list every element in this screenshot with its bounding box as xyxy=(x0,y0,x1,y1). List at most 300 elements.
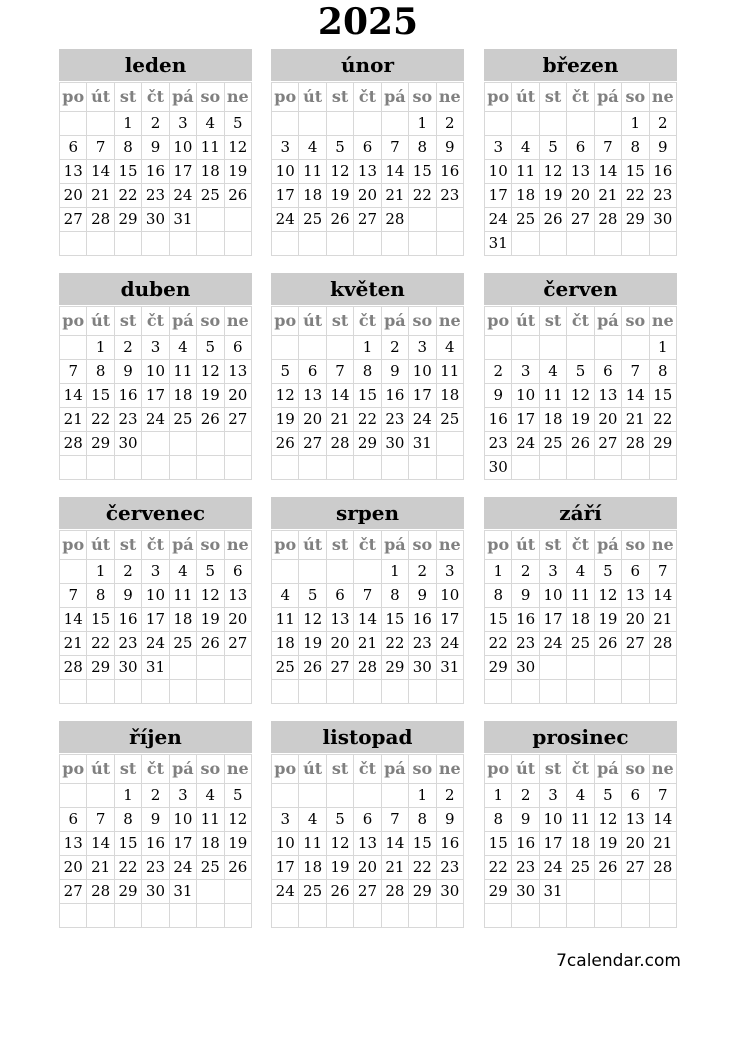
weekday-header-row xyxy=(272,307,464,336)
day-cell: 23 xyxy=(512,856,539,880)
weekday-label: st xyxy=(539,755,566,784)
weekday-label: čt xyxy=(567,531,594,560)
week-row xyxy=(60,808,252,832)
day-cell: 31 xyxy=(169,208,196,232)
month-title: leden xyxy=(59,49,252,81)
day-cell: 26 xyxy=(197,408,224,432)
week-row xyxy=(60,360,252,384)
day-cell: 13 xyxy=(60,160,87,184)
weekday-label: pá xyxy=(594,307,621,336)
week-row xyxy=(485,856,677,880)
week-row xyxy=(272,360,464,384)
day-cell: 12 xyxy=(594,808,621,832)
day-cell: 12 xyxy=(539,160,566,184)
day-cell: 2 xyxy=(436,112,463,136)
day-cell xyxy=(436,904,463,928)
day-cell: 29 xyxy=(622,208,649,232)
day-cell xyxy=(114,904,141,928)
day-cell xyxy=(409,904,436,928)
weekday-label: pá xyxy=(381,83,408,112)
day-cell xyxy=(622,904,649,928)
day-cell: 19 xyxy=(224,160,251,184)
day-cell: 14 xyxy=(649,808,676,832)
day-cell: 1 xyxy=(485,784,512,808)
day-cell xyxy=(114,680,141,704)
day-cell xyxy=(649,904,676,928)
day-cell: 9 xyxy=(114,360,141,384)
day-cell: 22 xyxy=(381,632,408,656)
week-row xyxy=(485,784,677,808)
day-cell: 3 xyxy=(142,560,169,584)
week-row xyxy=(272,680,464,704)
day-cell: 10 xyxy=(539,584,566,608)
weekday-label: st xyxy=(326,307,353,336)
day-cell: 27 xyxy=(354,880,381,904)
day-cell xyxy=(272,784,299,808)
day-cell xyxy=(326,336,353,360)
day-cell: 11 xyxy=(436,360,463,384)
day-cell xyxy=(594,880,621,904)
day-cell: 10 xyxy=(142,360,169,384)
weekday-label: ne xyxy=(649,307,676,336)
day-cell: 6 xyxy=(60,136,87,160)
month-days-table xyxy=(271,530,464,704)
weekday-label: po xyxy=(485,307,512,336)
day-cell: 6 xyxy=(567,136,594,160)
day-cell xyxy=(169,432,196,456)
day-cell: 30 xyxy=(512,656,539,680)
month-block xyxy=(271,721,464,928)
day-cell: 21 xyxy=(622,408,649,432)
weekday-label: po xyxy=(485,83,512,112)
week-row xyxy=(272,808,464,832)
weekday-label: st xyxy=(326,83,353,112)
day-cell: 17 xyxy=(512,408,539,432)
day-cell xyxy=(299,456,326,480)
week-row xyxy=(485,632,677,656)
day-cell: 11 xyxy=(197,808,224,832)
day-cell: 19 xyxy=(567,408,594,432)
week-row xyxy=(60,680,252,704)
day-cell: 18 xyxy=(299,184,326,208)
day-cell: 19 xyxy=(594,608,621,632)
day-cell: 18 xyxy=(197,160,224,184)
day-cell xyxy=(60,560,87,584)
day-cell: 21 xyxy=(381,184,408,208)
month-days-table xyxy=(271,754,464,928)
day-cell: 27 xyxy=(622,856,649,880)
day-cell: 16 xyxy=(512,832,539,856)
month-title: červen xyxy=(484,273,677,305)
weekday-label: so xyxy=(197,531,224,560)
day-cell: 3 xyxy=(142,336,169,360)
day-cell: 29 xyxy=(114,208,141,232)
day-cell: 30 xyxy=(436,880,463,904)
weekday-label: út xyxy=(87,83,114,112)
month-block xyxy=(59,273,252,480)
day-cell: 5 xyxy=(299,584,326,608)
weekday-label: čt xyxy=(142,531,169,560)
day-cell: 24 xyxy=(272,880,299,904)
week-row xyxy=(485,656,677,680)
day-cell: 16 xyxy=(436,160,463,184)
day-cell xyxy=(60,112,87,136)
day-cell: 6 xyxy=(326,584,353,608)
day-cell: 22 xyxy=(87,632,114,656)
day-cell: 14 xyxy=(87,832,114,856)
month-days-table xyxy=(59,754,252,928)
day-cell: 23 xyxy=(409,632,436,656)
day-cell: 20 xyxy=(224,608,251,632)
day-cell: 13 xyxy=(299,384,326,408)
day-cell: 28 xyxy=(381,880,408,904)
day-cell: 27 xyxy=(60,208,87,232)
day-cell: 6 xyxy=(60,808,87,832)
day-cell: 25 xyxy=(272,656,299,680)
week-row xyxy=(60,136,252,160)
day-cell: 30 xyxy=(114,432,141,456)
month-title: říjen xyxy=(59,721,252,753)
day-cell xyxy=(326,784,353,808)
weekday-label: so xyxy=(622,83,649,112)
day-cell: 17 xyxy=(436,608,463,632)
day-cell: 7 xyxy=(381,808,408,832)
day-cell: 10 xyxy=(436,584,463,608)
day-cell: 25 xyxy=(567,856,594,880)
weekday-label: čt xyxy=(142,755,169,784)
day-cell xyxy=(512,336,539,360)
month-title: květen xyxy=(271,273,464,305)
week-row xyxy=(485,112,677,136)
day-cell: 11 xyxy=(169,584,196,608)
day-cell: 13 xyxy=(60,832,87,856)
weekday-header-row xyxy=(272,531,464,560)
day-cell: 30 xyxy=(142,880,169,904)
day-cell xyxy=(326,232,353,256)
day-cell: 20 xyxy=(326,632,353,656)
day-cell xyxy=(381,904,408,928)
day-cell: 18 xyxy=(567,608,594,632)
day-cell: 1 xyxy=(409,784,436,808)
day-cell: 19 xyxy=(299,632,326,656)
day-cell: 4 xyxy=(197,112,224,136)
day-cell xyxy=(539,456,566,480)
day-cell: 20 xyxy=(622,832,649,856)
day-cell: 8 xyxy=(622,136,649,160)
day-cell: 19 xyxy=(326,856,353,880)
week-row xyxy=(60,208,252,232)
weekday-label: po xyxy=(485,755,512,784)
day-cell: 12 xyxy=(224,808,251,832)
day-cell xyxy=(224,880,251,904)
weekday-label: čt xyxy=(354,755,381,784)
weekday-label: čt xyxy=(567,755,594,784)
day-cell: 19 xyxy=(594,832,621,856)
weekday-label: po xyxy=(60,83,87,112)
day-cell: 29 xyxy=(354,432,381,456)
day-cell: 11 xyxy=(169,360,196,384)
weekday-label: so xyxy=(409,755,436,784)
week-row xyxy=(60,408,252,432)
day-cell: 14 xyxy=(649,584,676,608)
day-cell xyxy=(409,680,436,704)
day-cell: 12 xyxy=(567,384,594,408)
weekday-label: ne xyxy=(436,83,463,112)
week-row xyxy=(60,112,252,136)
day-cell: 14 xyxy=(594,160,621,184)
day-cell: 6 xyxy=(622,560,649,584)
day-cell: 26 xyxy=(567,432,594,456)
day-cell: 12 xyxy=(197,584,224,608)
day-cell: 8 xyxy=(114,136,141,160)
day-cell: 25 xyxy=(539,432,566,456)
day-cell: 3 xyxy=(272,136,299,160)
week-row xyxy=(272,656,464,680)
week-row xyxy=(272,184,464,208)
week-row xyxy=(485,208,677,232)
month-days-table xyxy=(484,82,677,256)
day-cell: 2 xyxy=(142,784,169,808)
day-cell: 10 xyxy=(142,584,169,608)
day-cell xyxy=(197,456,224,480)
week-row xyxy=(272,456,464,480)
day-cell: 2 xyxy=(512,560,539,584)
day-cell: 1 xyxy=(114,112,141,136)
day-cell xyxy=(169,904,196,928)
day-cell: 17 xyxy=(169,160,196,184)
day-cell xyxy=(142,904,169,928)
day-cell: 2 xyxy=(142,112,169,136)
weekday-label: so xyxy=(622,755,649,784)
day-cell: 26 xyxy=(326,208,353,232)
day-cell xyxy=(354,904,381,928)
weekday-label: ne xyxy=(649,83,676,112)
day-cell: 27 xyxy=(224,632,251,656)
week-row xyxy=(485,832,677,856)
day-cell: 10 xyxy=(272,832,299,856)
day-cell: 4 xyxy=(169,336,196,360)
day-cell: 27 xyxy=(622,632,649,656)
day-cell xyxy=(224,208,251,232)
day-cell: 9 xyxy=(512,808,539,832)
day-cell: 6 xyxy=(299,360,326,384)
weekday-label: út xyxy=(512,83,539,112)
day-cell: 26 xyxy=(299,656,326,680)
day-cell xyxy=(622,680,649,704)
day-cell: 2 xyxy=(114,336,141,360)
week-row xyxy=(272,904,464,928)
day-cell: 30 xyxy=(409,656,436,680)
day-cell: 11 xyxy=(567,808,594,832)
day-cell xyxy=(272,112,299,136)
day-cell: 12 xyxy=(197,360,224,384)
day-cell: 14 xyxy=(60,608,87,632)
day-cell: 18 xyxy=(299,856,326,880)
day-cell: 19 xyxy=(197,384,224,408)
day-cell: 2 xyxy=(381,336,408,360)
day-cell xyxy=(197,656,224,680)
weekday-label: út xyxy=(87,307,114,336)
day-cell: 6 xyxy=(594,360,621,384)
weekday-header-row xyxy=(272,755,464,784)
day-cell: 15 xyxy=(409,832,436,856)
day-cell: 12 xyxy=(299,608,326,632)
day-cell: 28 xyxy=(87,208,114,232)
day-cell: 20 xyxy=(60,856,87,880)
day-cell: 23 xyxy=(649,184,676,208)
day-cell: 28 xyxy=(60,656,87,680)
day-cell xyxy=(60,336,87,360)
week-row xyxy=(60,384,252,408)
weekday-header-row xyxy=(485,307,677,336)
day-cell: 9 xyxy=(142,136,169,160)
day-cell: 24 xyxy=(512,432,539,456)
day-cell: 28 xyxy=(594,208,621,232)
weekday-header-row xyxy=(272,83,464,112)
month-block xyxy=(59,721,252,928)
weekday-label: pá xyxy=(169,531,196,560)
day-cell: 27 xyxy=(567,208,594,232)
day-cell: 6 xyxy=(224,336,251,360)
day-cell: 14 xyxy=(381,832,408,856)
day-cell: 5 xyxy=(197,560,224,584)
day-cell: 21 xyxy=(354,632,381,656)
day-cell: 30 xyxy=(114,656,141,680)
day-cell: 27 xyxy=(299,432,326,456)
day-cell: 15 xyxy=(354,384,381,408)
day-cell xyxy=(87,112,114,136)
day-cell: 26 xyxy=(224,856,251,880)
week-row xyxy=(272,112,464,136)
day-cell xyxy=(60,232,87,256)
day-cell: 6 xyxy=(354,808,381,832)
day-cell xyxy=(485,904,512,928)
week-row xyxy=(485,456,677,480)
month-block xyxy=(271,273,464,480)
weekday-label: po xyxy=(60,755,87,784)
day-cell xyxy=(436,456,463,480)
day-cell xyxy=(60,680,87,704)
weekday-header-row xyxy=(60,531,252,560)
day-cell: 26 xyxy=(326,880,353,904)
week-row xyxy=(60,784,252,808)
day-cell: 3 xyxy=(169,112,196,136)
day-cell: 29 xyxy=(649,432,676,456)
day-cell xyxy=(649,880,676,904)
day-cell: 4 xyxy=(169,560,196,584)
day-cell: 8 xyxy=(354,360,381,384)
day-cell: 9 xyxy=(381,360,408,384)
weekday-label: út xyxy=(299,307,326,336)
weekday-label: po xyxy=(485,531,512,560)
week-row xyxy=(485,584,677,608)
week-row xyxy=(60,160,252,184)
day-cell: 21 xyxy=(381,856,408,880)
day-cell: 25 xyxy=(169,408,196,432)
day-cell xyxy=(224,456,251,480)
day-cell xyxy=(354,456,381,480)
day-cell: 22 xyxy=(485,632,512,656)
day-cell xyxy=(649,656,676,680)
month-block xyxy=(271,497,464,704)
day-cell: 5 xyxy=(224,112,251,136)
day-cell: 13 xyxy=(567,160,594,184)
weekday-label: pá xyxy=(169,307,196,336)
day-cell: 9 xyxy=(436,808,463,832)
day-cell: 25 xyxy=(197,856,224,880)
day-cell xyxy=(436,232,463,256)
weekday-header-row xyxy=(485,531,677,560)
day-cell xyxy=(354,232,381,256)
weekday-label: ne xyxy=(224,531,251,560)
day-cell: 6 xyxy=(354,136,381,160)
day-cell xyxy=(169,656,196,680)
day-cell: 2 xyxy=(114,560,141,584)
weekday-label: út xyxy=(512,755,539,784)
day-cell xyxy=(622,336,649,360)
weekday-label: so xyxy=(197,307,224,336)
day-cell: 23 xyxy=(114,632,141,656)
weekday-label: pá xyxy=(381,307,408,336)
day-cell: 21 xyxy=(60,408,87,432)
day-cell xyxy=(60,904,87,928)
weekday-label: pá xyxy=(169,755,196,784)
day-cell: 31 xyxy=(539,880,566,904)
day-cell: 5 xyxy=(567,360,594,384)
week-row xyxy=(60,560,252,584)
week-row xyxy=(485,432,677,456)
day-cell xyxy=(622,232,649,256)
week-row xyxy=(60,184,252,208)
week-row xyxy=(60,632,252,656)
day-cell: 25 xyxy=(197,184,224,208)
day-cell: 6 xyxy=(622,784,649,808)
day-cell: 2 xyxy=(512,784,539,808)
day-cell: 20 xyxy=(299,408,326,432)
day-cell: 24 xyxy=(539,856,566,880)
week-row xyxy=(60,832,252,856)
month-days-table xyxy=(484,754,677,928)
site-credit: 7calendar.com xyxy=(556,951,681,971)
month-days-table xyxy=(59,306,252,480)
day-cell: 24 xyxy=(169,856,196,880)
week-row xyxy=(485,408,677,432)
month-days-table xyxy=(59,82,252,256)
day-cell: 27 xyxy=(326,656,353,680)
day-cell: 31 xyxy=(169,880,196,904)
day-cell: 15 xyxy=(381,608,408,632)
day-cell: 5 xyxy=(272,360,299,384)
day-cell: 9 xyxy=(485,384,512,408)
day-cell: 10 xyxy=(539,808,566,832)
day-cell xyxy=(512,680,539,704)
day-cell: 19 xyxy=(326,184,353,208)
day-cell xyxy=(622,880,649,904)
day-cell: 2 xyxy=(409,560,436,584)
day-cell: 4 xyxy=(539,360,566,384)
weekday-label: čt xyxy=(142,307,169,336)
day-cell: 4 xyxy=(299,136,326,160)
day-cell: 30 xyxy=(142,208,169,232)
day-cell xyxy=(272,336,299,360)
weekday-header-row xyxy=(60,83,252,112)
day-cell: 1 xyxy=(87,336,114,360)
day-cell: 20 xyxy=(567,184,594,208)
day-cell xyxy=(299,784,326,808)
day-cell: 4 xyxy=(567,560,594,584)
day-cell: 28 xyxy=(381,208,408,232)
day-cell: 10 xyxy=(512,384,539,408)
